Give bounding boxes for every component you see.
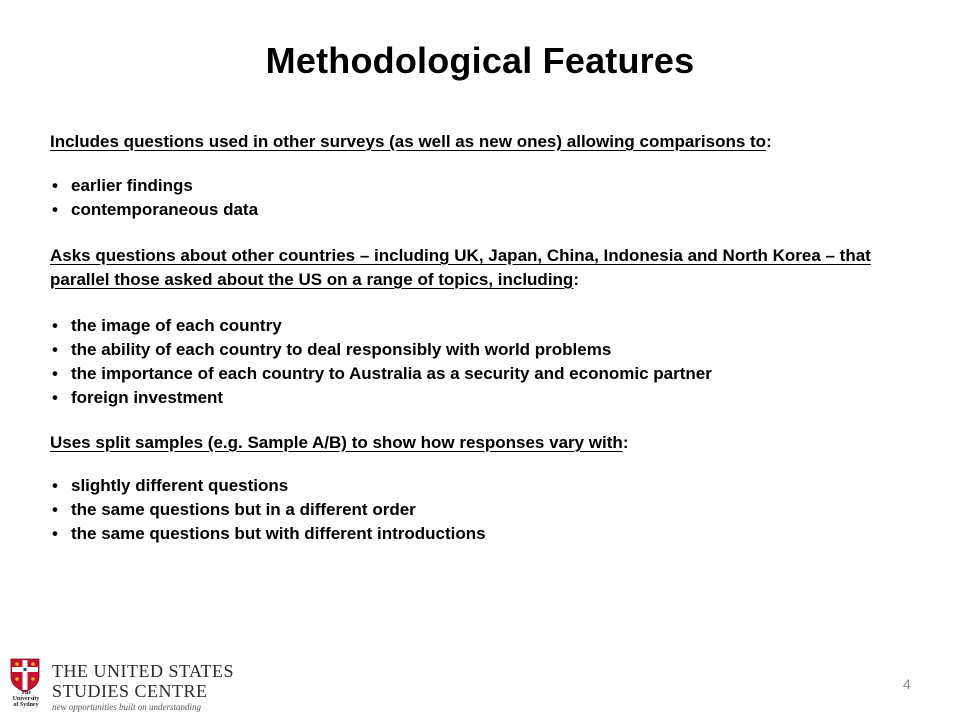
section-2-heading-text: Asks questions about other countries – including UK, Japan, China, Indonesia and North Korea – that parallel those asked about the US on a range of topics, including bbox=[50, 246, 871, 289]
bullet-item: • slightly different questions bbox=[50, 474, 920, 498]
section-3-heading-text: Uses split samples (e.g. Sample A/B) to show how responses vary with bbox=[50, 433, 623, 452]
section-2-bullets bbox=[50, 314, 920, 410]
bullet-item: • contemporaneous data bbox=[50, 198, 920, 222]
section-1-heading bbox=[50, 130, 920, 154]
org-name-line-2: STUDIES CENTRE bbox=[52, 681, 208, 701]
section-2-heading bbox=[50, 244, 920, 292]
crest-caption bbox=[8, 690, 44, 708]
section-3-bullets bbox=[50, 474, 920, 546]
section-3-heading bbox=[50, 431, 920, 455]
bullet-item: • the image of each country bbox=[50, 314, 920, 338]
crest-caption-line: The bbox=[20, 690, 31, 696]
bullet-item: • the importance of each country to Australia as a security and economic partner bbox=[50, 362, 920, 386]
slide-title: Methodological Features bbox=[265, 40, 695, 81]
page-number: 4 bbox=[903, 676, 911, 692]
bullet-item: • earlier findings bbox=[50, 174, 920, 198]
section-1-heading-colon: : bbox=[766, 132, 772, 151]
crest-caption-line: University bbox=[12, 696, 40, 702]
org-name-line-1: THE UNITED STATES bbox=[52, 661, 235, 681]
slide-body bbox=[50, 130, 920, 546]
section-2-heading-colon: : bbox=[573, 270, 579, 289]
ussc-logo bbox=[8, 655, 235, 715]
bullet-item: • the same questions but in a different order bbox=[50, 498, 920, 522]
section-3-heading-colon: : bbox=[622, 433, 629, 452]
org-tagline: new opportunities built on understanding bbox=[52, 702, 202, 712]
crest-caption-line: of Sydney bbox=[13, 702, 39, 708]
bullet-item: • foreign investment bbox=[50, 386, 920, 410]
bullet-item: • the same questions but with different introductions bbox=[50, 522, 920, 546]
section-1-heading-text: Includes questions used in other surveys (as well as new ones) allowing comparisons to bbox=[50, 132, 767, 151]
bullet-item: • the ability of each country to deal responsibly with world problems bbox=[50, 338, 920, 362]
section-1-bullets bbox=[50, 174, 920, 222]
